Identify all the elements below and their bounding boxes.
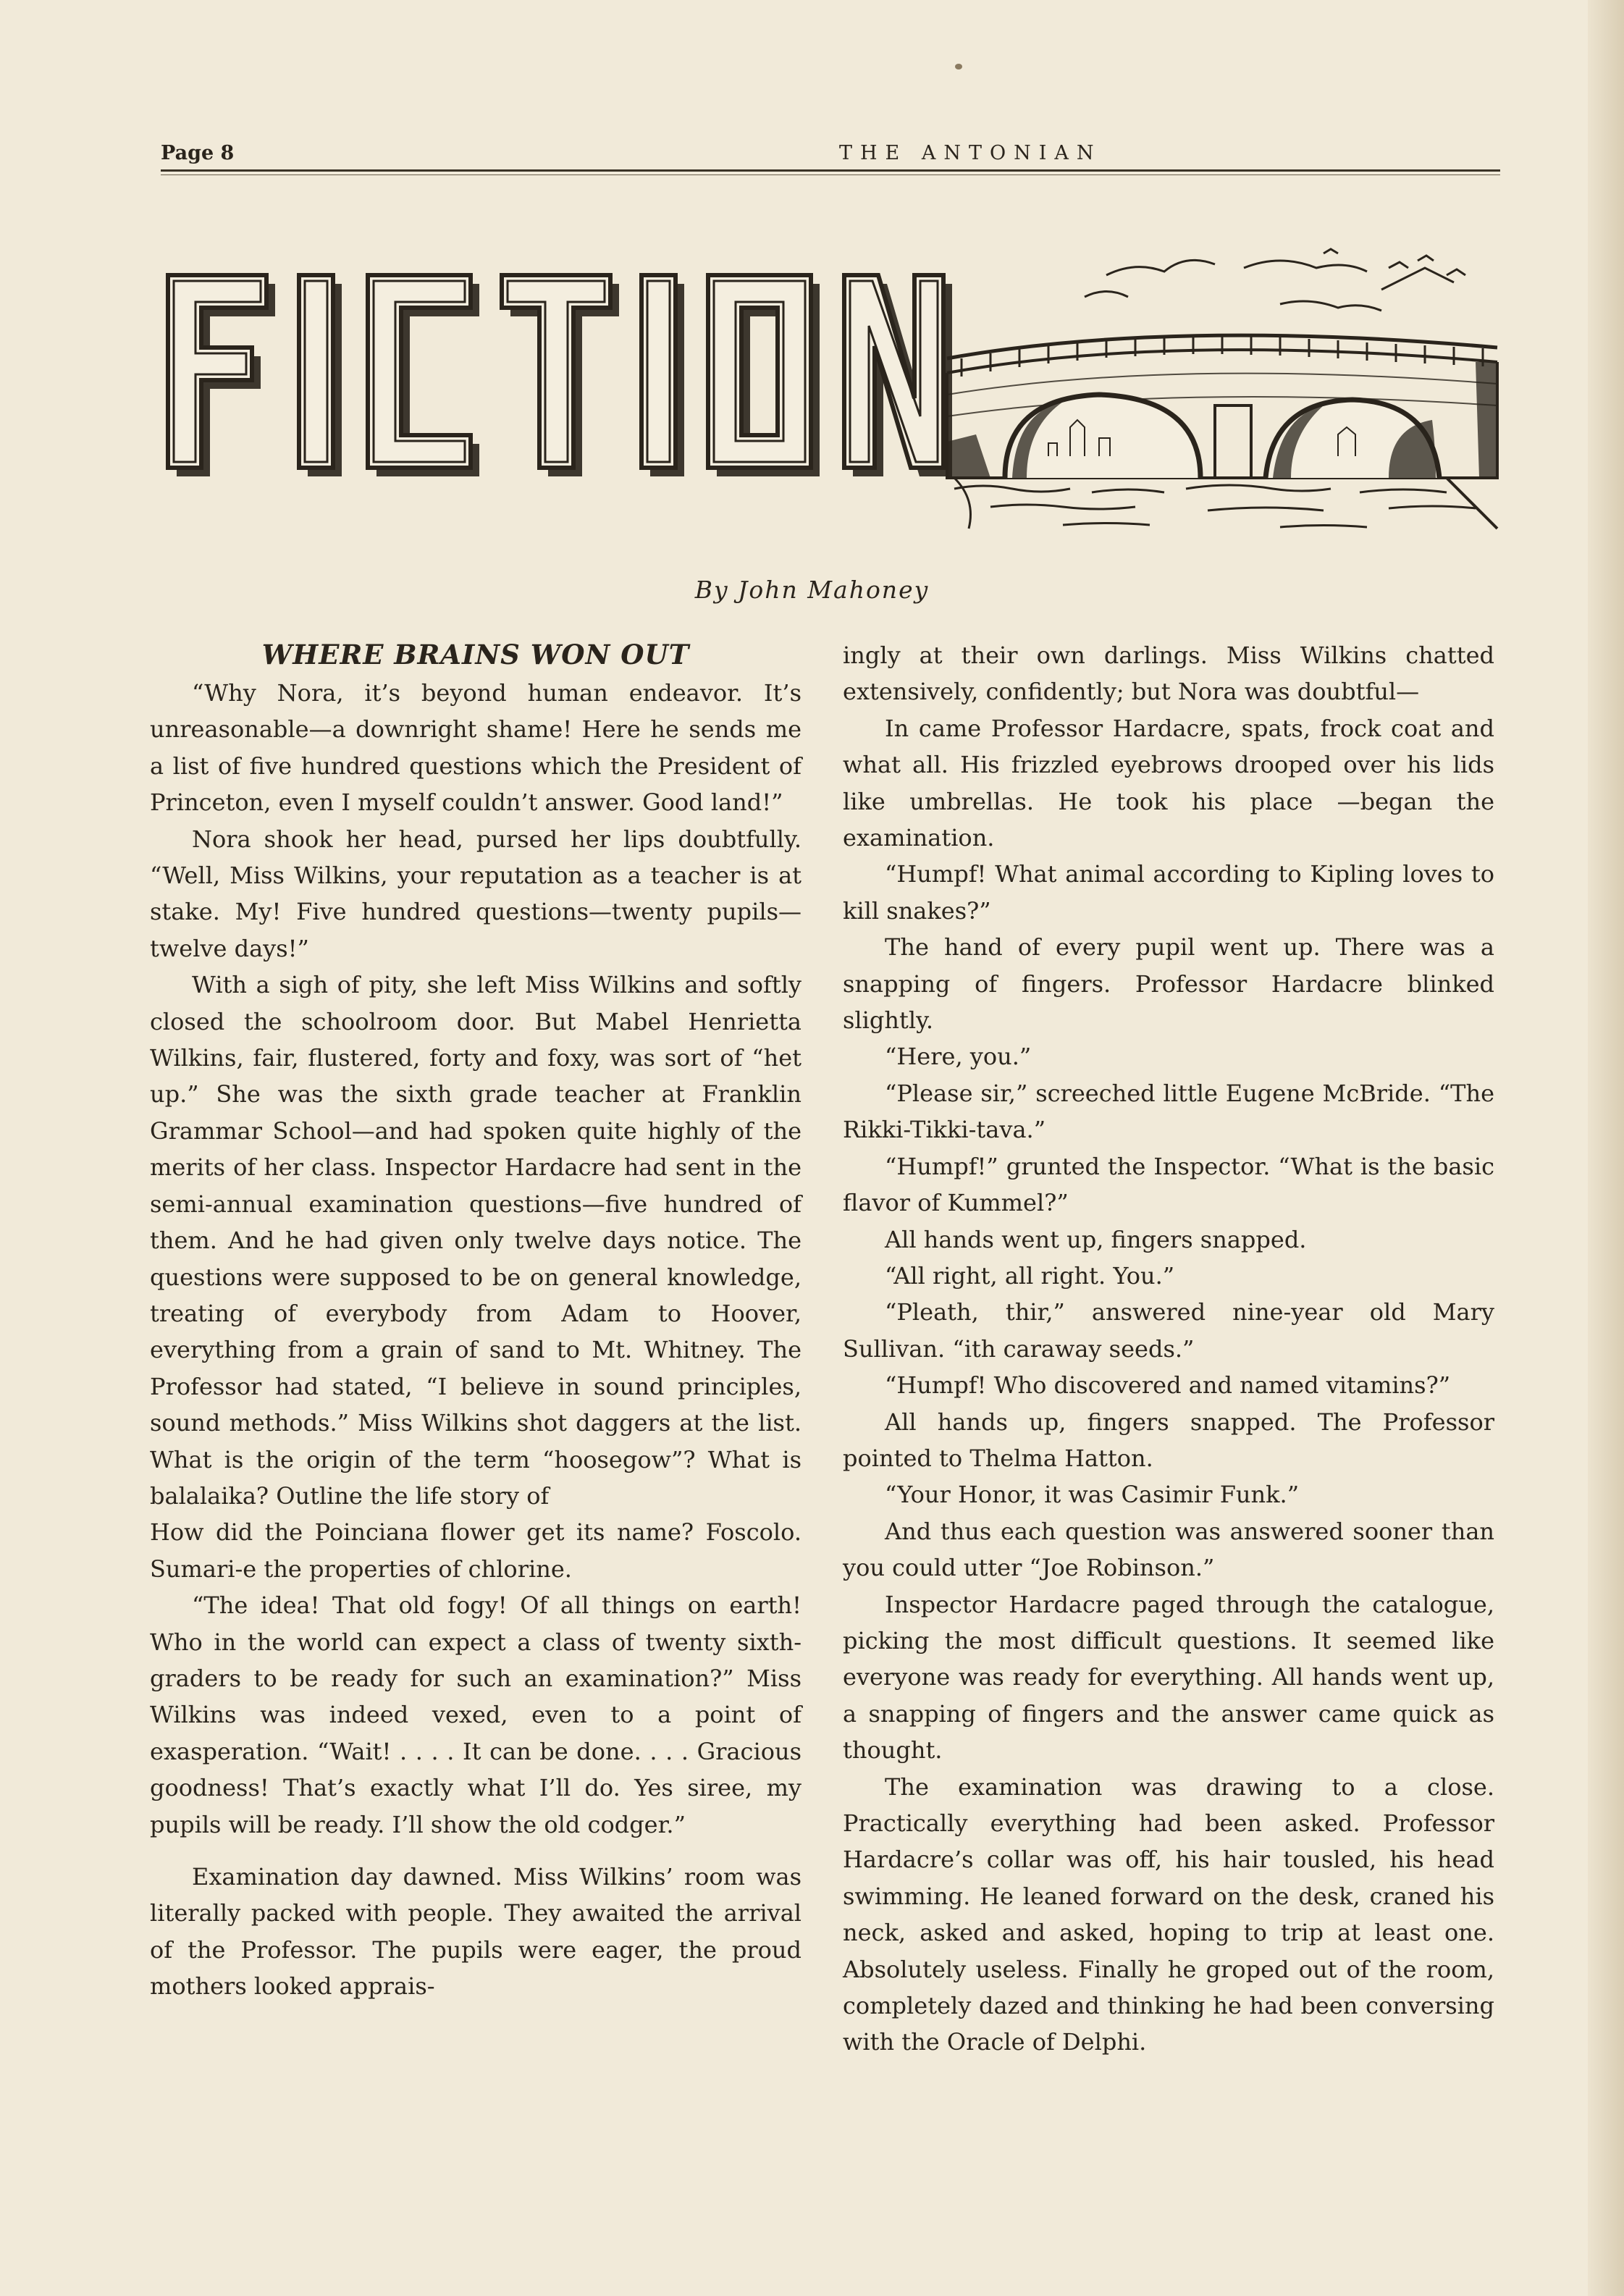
paragraph: “Your Honor, it was Casimir Funk.” [885,1481,1300,1509]
paragraph: “Humpf! Who discovered and named vitamins?” [885,1371,1451,1400]
paragraph: Nora shook her head, pursed her lips doubtfully. “Well, Miss Wilkins, your reputation as a teacher is at stake. My! Five hundred questions—twenty pupils—twelve days!” [150,825,802,962]
paragraph: In came Professor Hardacre, spats, frock coat and what all. His frizzled eyebrows drooped over his lids like umbrellas. He took his place —began the examination. [843,714,1494,852]
paragraph: And thus each question was answered sooner than you could utter “Joe Robinson.” [843,1517,1494,1582]
left-column [150,637,802,2005]
masthead: THE ANTONIAN [839,142,1102,164]
header-rule [161,169,1500,172]
paragraph: ingly at their own darlings. Miss Wilkins chatted extensively, confidently; but Nora was doubtful— [843,642,1494,706]
stone-bridge-illustration [947,249,1497,529]
paragraph: “Here, you.” [885,1043,1032,1071]
story-title: WHERE BRAINS WON OUT [261,639,690,670]
paragraph: All hands went up, fingers snapped. [885,1225,1307,1253]
paragraph: The examination was drawing to a close. Practically everything had been asked. Professor Hardacre’s collar was off, his hair tousled, his head swimming. He leaned forward on the desk, craned his neck, asked and asked, hoping to trip at least one. Absolutely useless. Finally he groped out of the room, completely dazed and thinking he had been conversing with the Oracle of Delphi. [843,1773,1494,2056]
paragraph: “Humpf! What animal according to Kipling loves to kill snakes?” [843,860,1494,925]
fiction-title-letters [168,275,952,476]
page-header [161,142,1500,168]
paragraph: “Why Nora, it’s beyond human endeavor. It’s unreasonable—a downright shame! Here he sends me a list of five hundred questions which the President of Princeton, even I myself couldn’t answer. Good land!” [150,679,802,817]
paper-blemish [955,64,962,70]
paragraph: With a sigh of pity, she left Miss Wilkins and softly closed the schoolroom door. But Mabel Henrietta Wilkins, fair, flustered, forty and foxy, was sort of “het up.” She was the sixth grade teacher at Franklin Grammar School—and had spoken quite highly of the merits of her class. Inspector Hardacre had sent in the semi-annual examination questions—five hundred of them. And he had given only twelve days notice. The questions were supposed to be on general knowledge, treating of everybody from Adam to Hoover, everything from a grain of sand to Mt. Whitney. The Professor had stated, “I believe in sound principles, sound methods.” Miss Wilkins shot daggers at the list. What is the origin of the term “hoosegow”? What is balalaika? Outline the life story of [150,971,802,1510]
paragraph: All hands up, fingers snapped. The Professor pointed to Thelma Hatton. [843,1408,1494,1472]
fiction-banner [158,239,1505,543]
header-rule-thin [161,174,1500,175]
paragraph: Examination day dawned. Miss Wilkins’ room was literally packed with people. They awaited the arrival of the Professor. The pupils were eager, the proud mothers looked apprais- [150,1863,802,2001]
paragraph: “Humpf!” grunted the Inspector. “What is the basic flavor of Kummel?” [843,1152,1494,1217]
right-column [843,637,1494,2061]
paragraph: “The idea! That old fogy! Of all things on earth! Who in the world can expect a class of twenty sixth-graders to be ready for such an examination?” Miss Wilkins was indeed vexed, even to a point of exasperation. “Wait! . . . . It can be done. . . . Gracious goodness! That’s exactly what I’ll do. Yes siree, my pupils will be ready. I’ll show the old codger.” [150,1591,802,1838]
paragraph: The hand of every pupil went up. There was a snapping of fingers. Professor Hardacre blinked slightly. [843,933,1494,1035]
page-number: Page 8 [161,142,235,164]
page-edge [1588,0,1624,2296]
paragraph: Inspector Hardacre paged through the catalogue, picking the most difficult questions. It seemed like everyone was ready for everything. All hands went up, a snapping of fingers and the answer came quick as thought. [843,1590,1494,1765]
byline: By John Mahoney [694,576,930,604]
paragraph: “Pleath, thir,” answered nine-year old Mary Sullivan. “ith caraway seeds.” [843,1298,1494,1363]
paragraph: “Please sir,” screeched little Eugene McBride. “The Rikki-Tikki-tava.” [843,1079,1494,1144]
paragraph: How did the Poinciana flower get its name? Foscolo. Sumari-e the properties of chlorine. [150,1518,802,1583]
paragraph: “All right, all right. You.” [885,1261,1175,1290]
